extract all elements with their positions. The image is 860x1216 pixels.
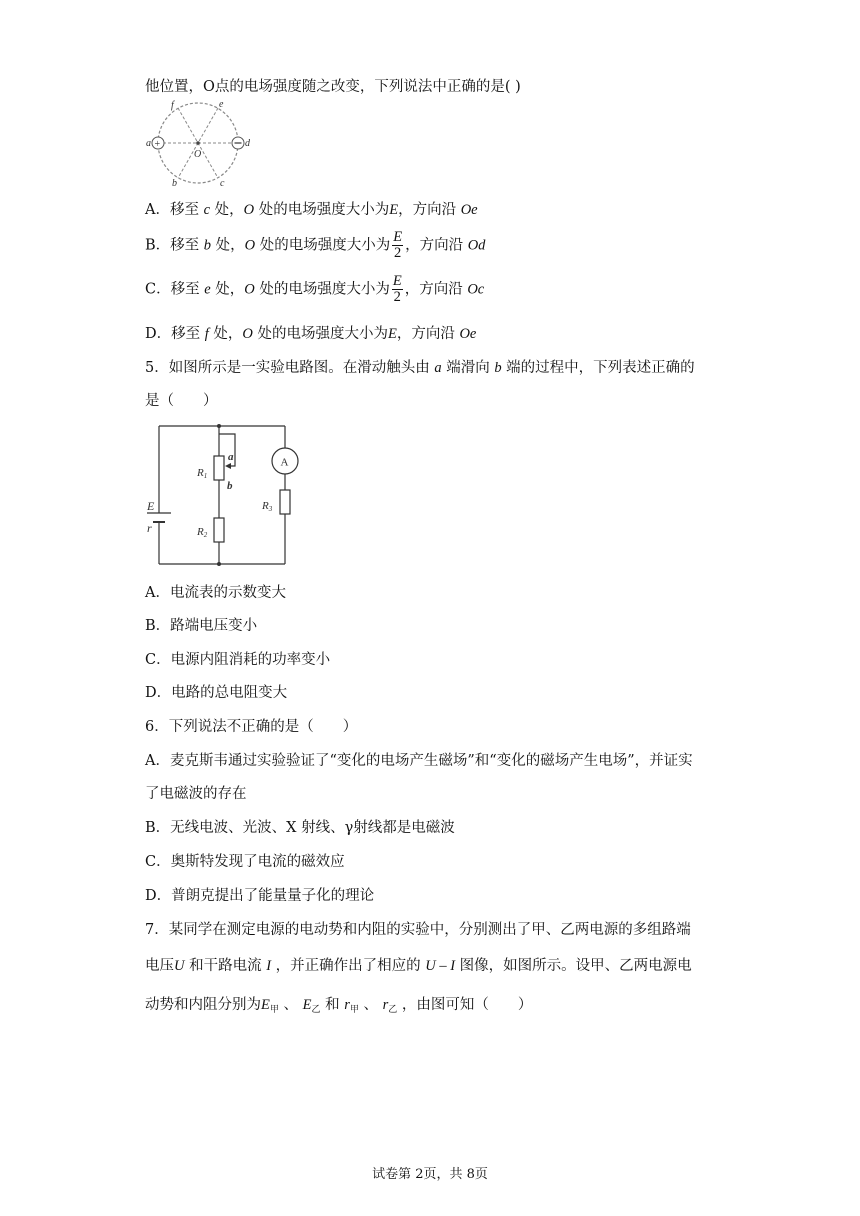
q5-circuit-figure [143,418,303,568]
q4-hexagon-figure [143,98,255,188]
svg-text:a: a [228,451,234,463]
q4-option-a[interactable]: A．移至 c 处，O 处的电场强度大小为E，方向沿 Oe [145,202,478,218]
q7-line2: 电压U 和干路电流 I ，并正确作出了相应的 U – I 图像，如图所示。设甲、乙两电源电 [145,958,692,974]
fraction: $\frac{E}{2}$ [393,229,403,261]
svg-text:+: + [154,139,161,150]
svg-text:A: A [280,456,289,469]
q6-option-a-line2[interactable]: 了电磁波的存在 [145,786,247,802]
q5-option-c[interactable]: C．电源内阻消耗的功率变小 [145,652,331,668]
svg-text:a: a [146,138,151,149]
svg-text:R3: R3 [262,500,273,513]
page-footer: 试卷第 2页，共 8页 [372,1167,488,1182]
svg-text:d: d [245,138,250,149]
q6-option-c[interactable]: C．奥斯特发现了电流的磁效应 [145,854,345,870]
svg-text:R1: R1 [197,467,208,480]
svg-text:R2: R2 [197,526,208,539]
svg-text:O: O [194,149,202,160]
q4-option-d[interactable]: D．移至 f 处，O 处的电场强度大小为E，方向沿 Oe [145,326,477,342]
q6-stem: 6．下列说法不正确的是（ ） [145,719,358,735]
q5-stem-line2: 是（ ） [145,393,218,409]
svg-text:E: E [147,499,155,513]
q6-option-d[interactable]: D．普朗克提出了能量量子化的理论 [145,888,375,904]
svg-text:b: b [227,480,233,492]
q6-option-a-line1[interactable]: A．麦克斯韦通过实验验证了“变化的电场产生磁场”和“变化的磁场产生电场”，并证实 [145,753,693,769]
fraction: $\frac{E}{2}$ [392,273,402,305]
q4-option-b[interactable]: B．移至 b 处，O 处的电场强度大小为 $\frac{E}{2}$ ，方向沿 Od [145,229,486,261]
svg-text:f: f [171,100,174,111]
svg-text:e: e [219,99,224,110]
q5-option-d[interactable]: D．电路的总电阻变大 [145,685,288,701]
q6-option-b[interactable]: B．无线电波、光波、X 射线、γ射线都是电磁波 [145,820,455,836]
svg-text:r: r [147,521,152,535]
svg-text:b: b [172,178,177,188]
q7-line1: 7．某同学在测定电源的电动势和内阻的实验中，分别测出了甲、乙两电源的多组路端 [145,922,691,938]
q5-option-a[interactable]: A．电流表的示数变大 [145,585,286,601]
q7-line3: 动势和内阻分别为$E_甲$ 、 $E_乙$ 和 $r_甲$ 、 $r_乙$ ，由图可知（ ） [145,997,533,1015]
q5-stem-line1: 5．如图所示是一实验电路图。在滑动触头由 a 端滑向 b 端的过程中，下列表述正确的 [145,360,695,376]
q4-stem: 他位置，O点的电场强度随之改变，下列说法中正确的是( ) [145,79,521,95]
q5-option-b[interactable]: B．路端电压变小 [145,618,258,634]
svg-text:c: c [220,178,225,188]
q4-option-c[interactable]: C．移至 e 处，O 处的电场强度大小为 $\frac{E}{2}$ ，方向沿 Oc [145,273,485,305]
